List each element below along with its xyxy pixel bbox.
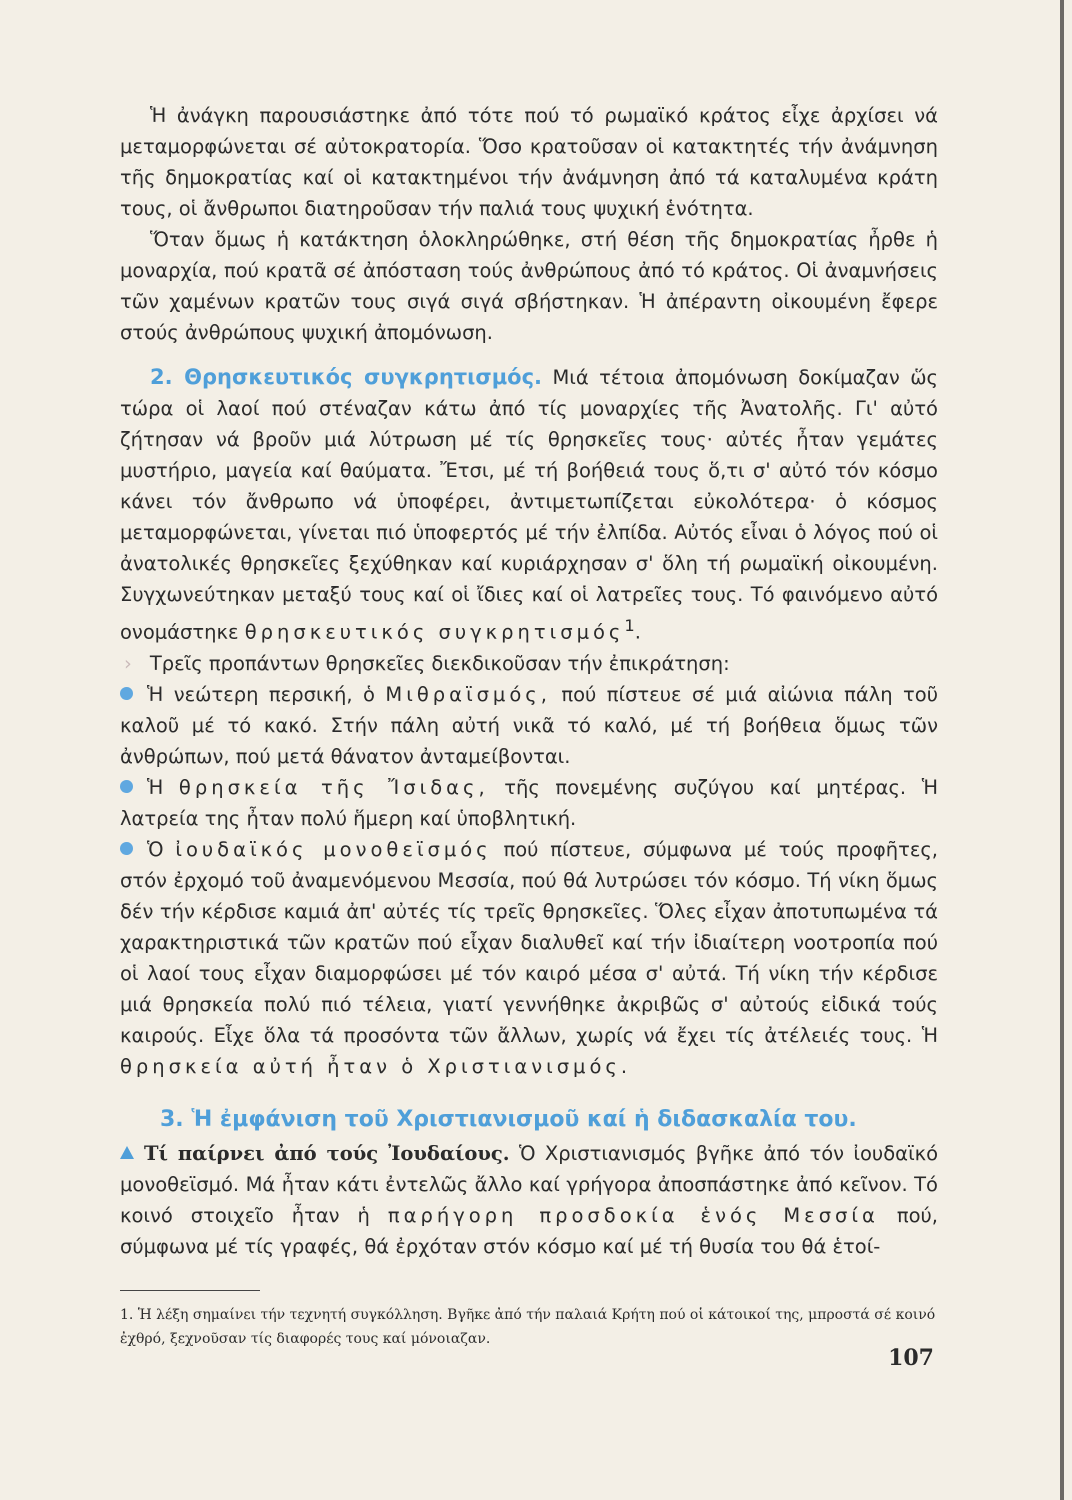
section-2-paragraph: 2. Θρησκευτικός συγκρητισμός. Μιά τέτοια ἀπομόνωση δοκίμαζαν ὥς τώρα οἱ λαοί πού στέναζαν κάτω ἀπό τίς μοναρχίες τῆς Ἀνατολῆς. Γι' αὐτό ζήτησαν νά βροῦν μιά λύτρωση μέ τίς θρησκεῖες τους· αὐτές ἦταν γεμάτες μυστήριο, μαγεία καί θαύματα. Ἔτσι, μέ τή βοήθειά τους ὅ,τι σ' αὐτό τόν κόσμο κάνει τόν ἄνθρωπο νά ὑποφέρει, ἀντιμετωπίζεται εὐκολότερα· ὁ κόσμος μεταμορφώνεται, γίνεται πιό ὑποφερτός μέ τήν ἐλπίδα. Αὐτός εἶναι ὁ λόγος πού οἱ ἀνατολικές θρησκεῖες ξεχύθηκαν καί κυριάρχησαν σ' ὅλη τή ρωμαϊκή οἰκουμένη. Συγχωνεύτηκαν μεταξύ τους καί οἱ ἴδιες καί οἱ λατρεῖες τους. Τό φαινόμενο αὐτό ονομάστηκε θρησκευτικός συγκρητισμός$^1$.	[120, 365, 939, 644]
footnote-text: Ἡ λέξη σημαίνει τήν τεχνητή συγκόλληση. Βγῆκε ἀπό τήν παλαιά Κρήτη πού οἱ κάτοικοί της, μπροστά σέ κοινό ἐχθρό, ξεχνοῦσαν τίς διαφορές τους καί μόνοιαζαν.	[120, 1306, 936, 1347]
page-content	[120, 100, 938, 1351]
triangle-icon	[120, 1146, 134, 1159]
bullet-judaism: Ὁ ἰουδαϊκός μονοθεϊσμός πού πίστευε, σύμφωνα μέ τούς προφῆτες, στόν ἐρχομό τοῦ ἀναμενόμενου Μεσσία, πού θά λυτρώσει τόν κόσμο. Τή νίκη ὅμως δέν τήν κέρδισε καμιά ἀπ' αὐτές τίς τρεῖς θρησκεῖες. Ὅλες εἶχαν ἀποτυπωμένα τά χαρακτηριστικά τῶν κρατῶν πού εἶχαν διαλυθεῖ καί τήν ἰδιαίτερη νοοτροπία πού οἱ λαοί τους εἶχαν διαμορφώσει μέ τόν καιρό μέσα σ' αὐτά. Τή νίκη τήν κέρδισε μιά θρησκεία πολύ πιό τέλεια, γιατί γεννήθηκε ἀκριβῶς σ' αὐτούς εἰδικά τούς καιρούς. Εἶχε ὅλα τά προσόντα τῶν ἄλλων, χωρίς νά ἔχει τίς ἀτέλειές τους. Ἡ θρησκεία αὐτή ἦταν ὁ Χριστιανισμός.	[120, 837, 939, 1078]
section-3-paragraph: Τί παίρνει ἀπό τούς Ἰουδαίους. Ὁ Χριστιανισμός βγῆκε ἀπό τόν ἰουδαϊκό μονοθεϊσμό. Μά ἦταν κάτι ἐντελῶς ἄλλο καί γρήγορα ἀποσπάστηκε ἀπό κεῖνον. Τό κοινό στοιχεῖο ἦταν ἡ παρήγορη προσδοκία ἑνός Μεσσία πού, σύμφωνα μέ τίς γραφές, θά ἐρχόταν στόν κόσμο καί μέ τή θυσία του θά ἑτοί-	[120, 1141, 939, 1258]
isis-term: θρησκεία τῆς Ἴσιδας,	[178, 775, 489, 799]
messiah-term: παρήγορη προσδοκία ἑνός Μεσσία	[387, 1203, 879, 1227]
section-2-body: Μιά τέτοια ἀπομόνωση δοκίμαζαν ὥς τώρα οἱ λαοί πού στέναζαν κάτω ἀπό τίς μοναρχίες τῆς Ἀνατολῆς. Γι' αὐτό ζήτησαν νά βροῦν μιά λύτρωση μέ τίς θρησκεῖες τους· αὐτές ἦταν γεμάτες μυστήριο, μαγεία καί θαύματα. Ἔτσι, μέ τή βοήθειά τους ὅ,τι σ' αὐτό τόν κόσμο κάνει τόν ἄνθρωπο νά ὑποφέρει, ἀντιμετωπίζεται εὐκολότερα· ὁ κόσμος μεταμορφώνεται, γίνεται πιό ὑποφερτός μέ τήν ἐλπίδα. Αὐτός εἶναι ὁ λόγος πού οἱ ἀνατολικές θρησκεῖες ξεχύθηκαν καί κυριάρχησαν σ' ὅλη τή ρωμαϊκή οἰκουμένη. Συγχωνεύτηκαν μεταξύ τους καί οἱ ἴδιες καί οἱ λατρεῖες τους. Τό φαινόμενο αὐτό ονομάστηκε	[120, 366, 939, 644]
section-2-term: θρησκευτικός συγκρητισμός	[244, 620, 625, 644]
mithraism-term: Μιθραϊσμός,	[385, 682, 551, 706]
footnote-number: 1.	[120, 1306, 134, 1323]
christianity-term: θρησκεία αὐτή ἦταν ὁ Χριστιανισμός.	[120, 1054, 632, 1078]
page-number: 107	[888, 1345, 934, 1371]
intro-paragraph: Ἡ ἀνάγκη παρουσιάστηκε ἀπό τότε πού τό ρωμαϊκό κράτος εἶχε ἀρχίσει νά μεταμορφώνεται σέ αὐτοκρατορία. Ὅσο κρατοῦσαν οἱ κατακτητές τήν ἀνάμνηση τῆς δημοκρατίας καί οἱ κατακτημένοι τήν ἀνάμνηση ἀπό τά καταλυμένα κράτη τους, οἱ ἄνθρωποι διατηροῦσαν τήν παλιά τους ψυχική ἑνότητα.	[120, 104, 938, 220]
bullet-icon	[120, 780, 133, 793]
section-3-heading: 3. Ἡ ἐμφάνιση τοῦ Χριστιανισμοῦ καί ἡ διδασκαλία του.	[160, 1106, 857, 1132]
footnote-divider	[120, 1290, 260, 1291]
bullet-icon	[120, 687, 133, 700]
section-2-heading: 2. Θρησκευτικός συγκρητισμός.	[150, 365, 543, 389]
bullet-isis: Ἡ θρησκεία τῆς Ἴσιδας, τῆς πονεμένης συζύγου καί μητέρας. Ἡ λατρεία της ἦταν πολύ ἥμερη καί ὑποβλητική.	[120, 775, 939, 830]
footnote	[120, 1303, 938, 1351]
bullet-icon	[120, 842, 133, 855]
judaism-term: ἰουδαϊκός μονοθεϊσμός	[175, 837, 492, 861]
three-religions-intro: › Τρεῖς προπάντων θρησκεῖες διεκδικοῦσαν τήν ἐπικράτηση:	[124, 651, 730, 675]
second-paragraph: Ὅταν ὅμως ἡ κατάκτηση ὁλοκληρώθηκε, στή θέση τῆς δημοκρατίας ἦρθε ἡ μοναρχία, πού κρατᾶ σέ ἀπόσταση τούς ἀνθρώπους ἀπό τό κράτος. Οἱ ἀναμνήσεις τῶν χαμένων κρατῶν τους σιγά σιγά σβήστηκαν. Ἡ ἀπέραντη οἰκουμένη ἔφερε στούς ἀνθρώπους ψυχική ἀπομόνωση.	[120, 228, 938, 344]
page-edge	[1060, 0, 1064, 1500]
margin-marker: ›	[124, 651, 132, 675]
section-3-subheading: Τί παίρνει ἀπό τούς Ἰουδαίους.	[144, 1141, 510, 1165]
bullet-mithraism: Ἡ νεώτερη περσική, ὁ Μιθραϊσμός, πού πίστευε σέ μιά αἰώνια πάλη τοῦ καλοῦ μέ τό κακό. Στήν πάλη αὐτή νικᾶ τό καλό, μέ τή βοήθεια ὅμως τῶν ἀνθρώπων, πού μετά θάνατον ἀνταμείβονται.	[120, 682, 939, 768]
footnote-ref[interactable]: 1	[624, 616, 635, 635]
